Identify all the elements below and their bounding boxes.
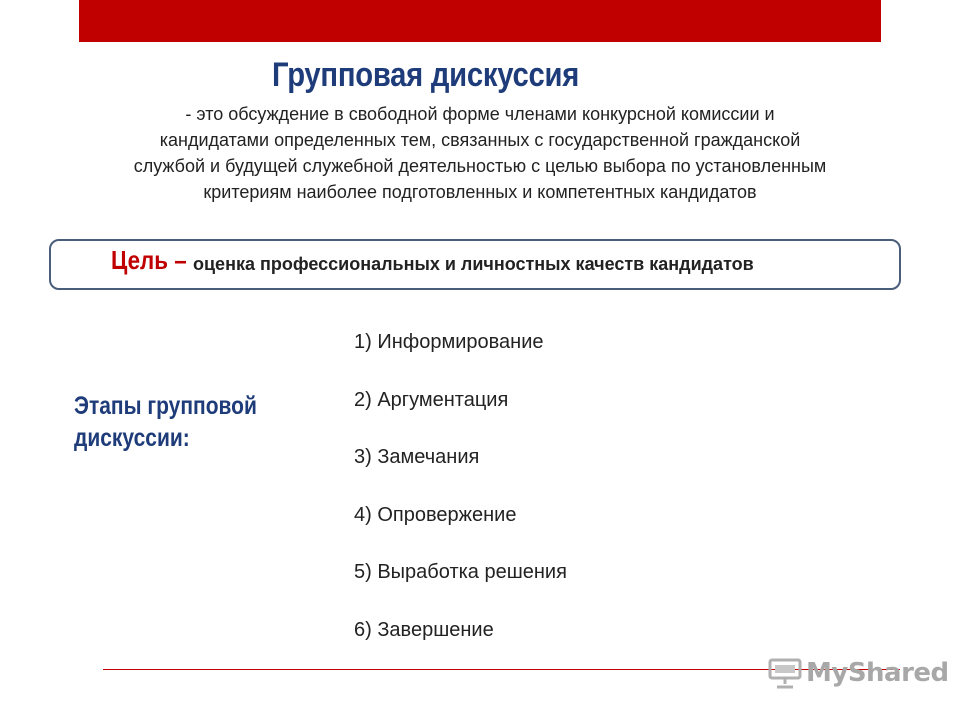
projector-icon xyxy=(768,656,802,690)
steps-list xyxy=(354,330,567,676)
step-item: 6) Завершение xyxy=(354,618,494,641)
step-item: 3) Замечания xyxy=(354,446,480,469)
definition-line: службой и будущей служебной деятельностью с целью выбора по установленным xyxy=(133,156,827,176)
step-item: 5) Выработка решения xyxy=(354,561,567,584)
definition-line: - это обсуждение в свободной форме членами конкурсной комиссии и xyxy=(185,104,775,124)
definition-line: кандидатами определенных тем, связанных с государственной гражданской xyxy=(159,130,801,150)
slide-title: Групповая дискуссия xyxy=(272,56,580,94)
stages-label-line: дискуссии: xyxy=(74,424,190,452)
definition-text xyxy=(60,101,900,205)
watermark-text: MyShared xyxy=(806,658,949,688)
step-item: 1) Информирование xyxy=(354,331,544,353)
goal-label-word: Цель xyxy=(111,245,169,275)
definition-line: критериям наиболее подготовленных и компетентных кандидатов xyxy=(203,182,757,202)
stages-label-line: Этапы групповой xyxy=(74,392,257,420)
watermark xyxy=(768,655,949,691)
top-accent-bar xyxy=(79,0,881,42)
goal-label xyxy=(111,245,187,276)
step-item: 2) Аргументация xyxy=(354,388,509,411)
stages-label xyxy=(74,390,257,454)
goal-dash: – xyxy=(174,245,187,275)
goal-text: оценка профессиональных и личностных качеств кандидатов xyxy=(193,254,754,274)
step-item: 4) Опровержение xyxy=(354,503,517,526)
